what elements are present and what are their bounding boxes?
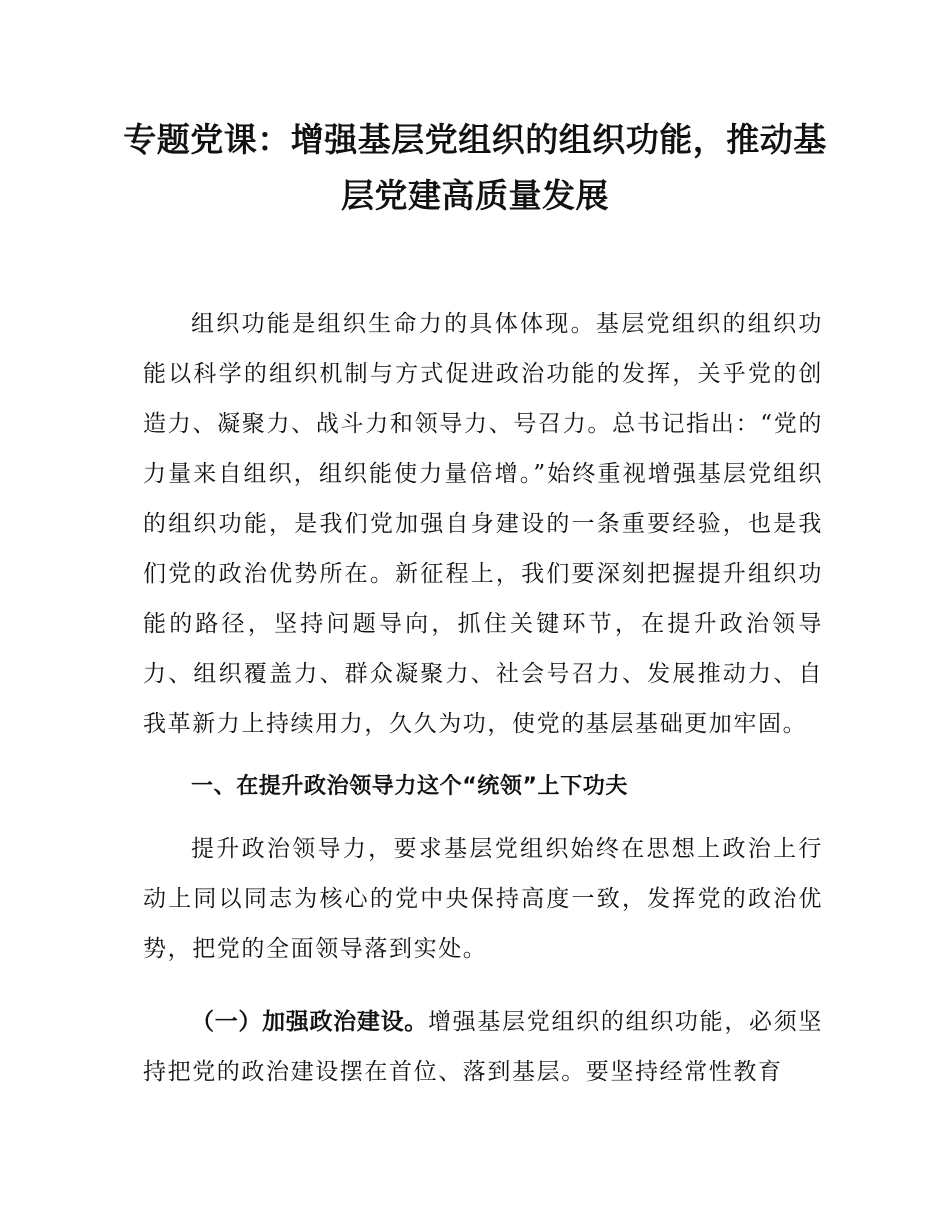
intro-paragraph: 组织功能是组织生命力的具体体现。基层党组织的组织功能以科学的组织机制与方式促进政治功能的发挥，关乎党的创造力、凝聚力、战斗力和领导力、号召力。总书记指出：“党的力量来自组织，组织能使力量倍增。”始终重视增强基层党组织的组织功能，是我们党加强自身建设的一条重要经验，也是我们党的政治优势所在。新征程上，我们要深刻把握提升组织功能的路径，坚持问题导向，抓住关键环节，在提升政治领导力、组织覆盖力、群众凝聚力、社会号召力、发展推动力、自我革新力上持续用力，久久为功，使党的基层基础更加牢固。 bbox=[143, 311, 823, 737]
subsection-1-text: 增强基层党组织的组织功能，必须坚持把党的政治建设摆在首位、落到基层。要坚持经常性教育 bbox=[143, 1009, 824, 1085]
section-1-heading: 一、在提升政治领导力这个“统领”上下功夫 bbox=[191, 774, 628, 799]
subsection-1-label: （一）加强政治建设。 bbox=[191, 1009, 428, 1035]
section-1-paragraph: 提升政治领导力，要求基层党组织始终在思想上政治上行动上同以同志为核心的党中央保持高度一致，发挥党的政治优势，把党的全面领导落到实处。 bbox=[143, 836, 823, 962]
document-title: 专题党课：增强基层党组织的组织功能，推动基层党建高质量发展 bbox=[123, 120, 827, 215]
subsection-1-paragraph bbox=[143, 997, 823, 1097]
